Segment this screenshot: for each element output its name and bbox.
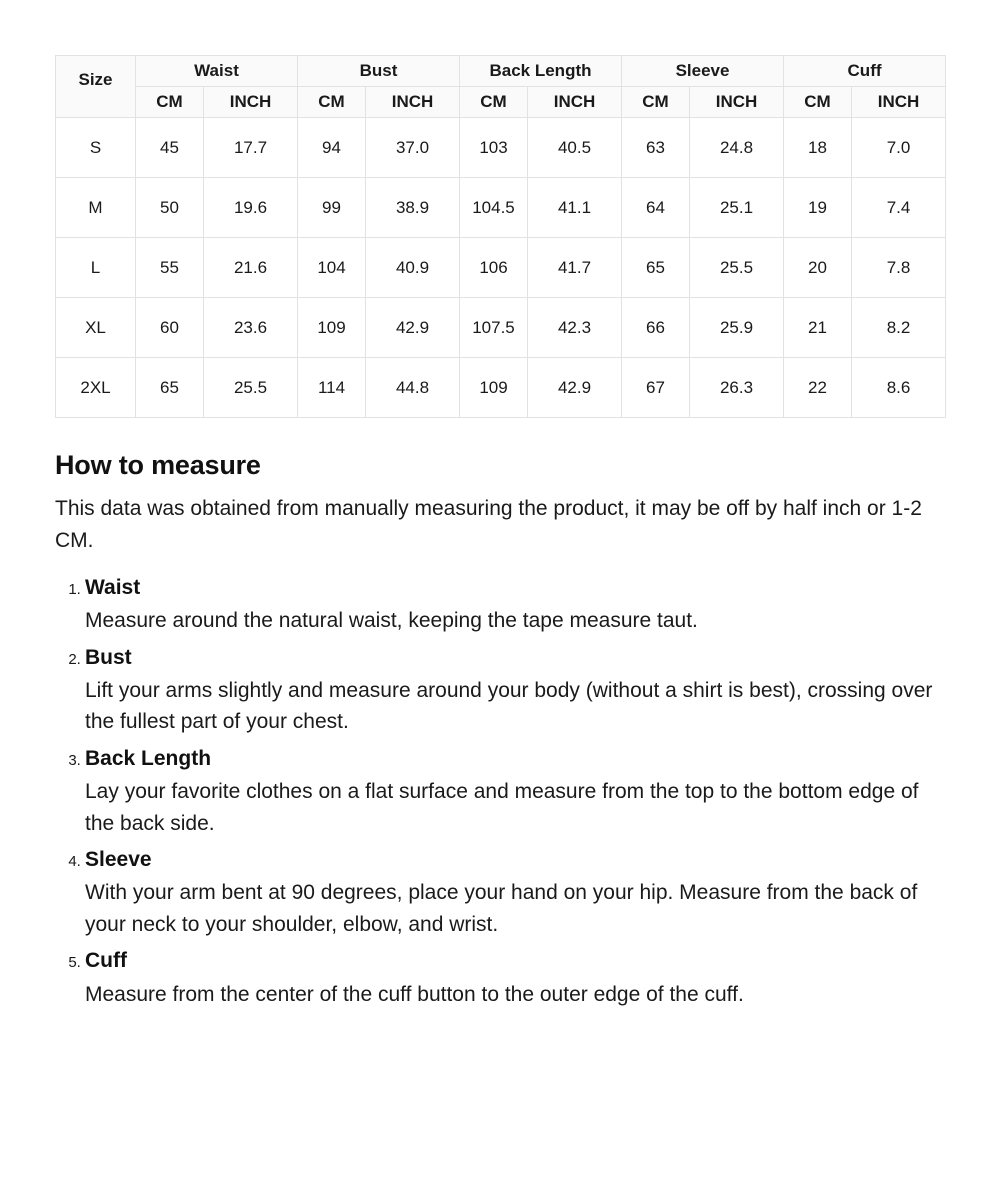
cell-sleeve-cm: 64 [622,178,690,238]
cell-back-length-inch: 41.1 [528,178,622,238]
size-chart-unit-row [56,87,946,118]
list-item-term: 3. Back Length [85,746,212,770]
column-header-size: Size [56,56,136,118]
cell-cuff-inch: 8.2 [852,298,946,358]
unit-header-waist-inch: INCH [204,87,298,118]
cell-cuff-cm: 20 [784,238,852,298]
list-item [85,948,945,1010]
cell-sleeve-cm: 67 [622,358,690,418]
list-item-description: Lift your arms slightly and measure around your body (without a shirt is best), crossing over the fullest part of your chest. [85,678,933,734]
cell-bust-cm: 99 [298,178,366,238]
row-size-label: S [56,118,136,178]
list-item-term: 4. Sleeve [85,848,152,872]
cell-sleeve-cm: 66 [622,298,690,358]
row-size-label: 2XL [56,358,136,418]
list-item [85,746,945,839]
cell-bust-inch: 44.8 [366,358,460,418]
unit-header-back-length-inch: INCH [528,87,622,118]
cell-cuff-cm: 19 [784,178,852,238]
list-item-term: 1. Waist [85,575,141,599]
cell-waist-inch: 17.7 [204,118,298,178]
cell-bust-inch: 37.0 [366,118,460,178]
cell-cuff-cm: 18 [784,118,852,178]
column-header-sleeve: Sleeve [622,56,784,87]
cell-sleeve-inch: 25.5 [690,238,784,298]
unit-header-cuff-inch: INCH [852,87,946,118]
unit-header-bust-inch: INCH [366,87,460,118]
cell-sleeve-inch: 24.8 [690,118,784,178]
cell-cuff-cm: 22 [784,358,852,418]
list-item-description: Lay your favorite clothes on a flat surface and measure from the top to the bottom edge of the back side. [85,780,919,835]
list-item-description: Measure around the natural waist, keeping the tape measure taut. [85,609,698,633]
cell-back-length-cm: 106 [460,238,528,298]
cell-back-length-inch: 42.3 [528,298,622,358]
cell-waist-cm: 55 [136,238,204,298]
cell-waist-cm: 45 [136,118,204,178]
row-size-label: M [56,178,136,238]
table-row [56,238,946,298]
intro-paragraph: This data was obtained from manually measuring the product, it may be off by half inch or 1-2 CM. [55,497,922,552]
cell-waist-inch: 21.6 [204,238,298,298]
table-row [56,298,946,358]
cell-back-length-inch: 42.9 [528,358,622,418]
size-chart-table [55,55,946,418]
table-row [56,178,946,238]
cell-sleeve-inch: 26.3 [690,358,784,418]
cell-bust-inch: 42.9 [366,298,460,358]
cell-back-length-inch: 41.7 [528,238,622,298]
cell-sleeve-cm: 65 [622,238,690,298]
column-header-back-length: Back Length [460,56,622,87]
cell-waist-cm: 60 [136,298,204,358]
cell-bust-cm: 94 [298,118,366,178]
table-row [56,118,946,178]
size-chart-body [56,118,946,418]
cell-cuff-inch: 8.6 [852,358,946,418]
cell-back-length-inch: 40.5 [528,118,622,178]
cell-back-length-cm: 109 [460,358,528,418]
unit-header-cuff-cm: CM [784,87,852,118]
cell-waist-inch: 19.6 [204,178,298,238]
cell-sleeve-cm: 63 [622,118,690,178]
cell-sleeve-inch: 25.1 [690,178,784,238]
unit-header-waist-cm: CM [136,87,204,118]
cell-cuff-inch: 7.0 [852,118,946,178]
list-item [85,847,945,940]
cell-back-length-cm: 107.5 [460,298,528,358]
column-header-bust: Bust [298,56,460,87]
table-row [56,358,946,418]
unit-header-bust-cm: CM [298,87,366,118]
column-header-waist: Waist [136,56,298,87]
cell-bust-inch: 38.9 [366,178,460,238]
size-chart-head [56,56,946,118]
row-size-label: L [56,238,136,298]
unit-header-sleeve-cm: CM [622,87,690,118]
measure-instructions-list [55,575,945,1010]
cell-waist-inch: 23.6 [204,298,298,358]
list-item-description: With your arm bent at 90 degrees, place your hand on your hip. Measure from the back of your neck to your shoulder, elbow, and wrist. [85,881,918,936]
cell-cuff-inch: 7.4 [852,178,946,238]
cell-back-length-cm: 103 [460,118,528,178]
cell-waist-cm: 65 [136,358,204,418]
cell-waist-cm: 50 [136,178,204,238]
cell-back-length-cm: 104.5 [460,178,528,238]
unit-header-sleeve-inch: INCH [690,87,784,118]
unit-header-back-length-cm: CM [460,87,528,118]
cell-bust-cm: 109 [298,298,366,358]
row-size-label: XL [56,298,136,358]
cell-bust-cm: 104 [298,238,366,298]
list-item-term: 5. Cuff [85,949,127,973]
cell-waist-inch: 25.5 [204,358,298,418]
size-chart-group-row [56,56,946,87]
list-item-description: Measure from the center of the cuff button to the outer edge of the cuff. [85,982,744,1006]
cell-bust-inch: 40.9 [366,238,460,298]
cell-bust-cm: 114 [298,358,366,418]
list-item-term: 2. Bust [85,645,132,669]
cell-cuff-inch: 7.8 [852,238,946,298]
list-item [85,645,945,738]
column-header-cuff: Cuff [784,56,946,87]
page-title: How to measure [55,450,261,480]
cell-sleeve-inch: 25.9 [690,298,784,358]
list-item [85,575,945,637]
cell-cuff-cm: 21 [784,298,852,358]
